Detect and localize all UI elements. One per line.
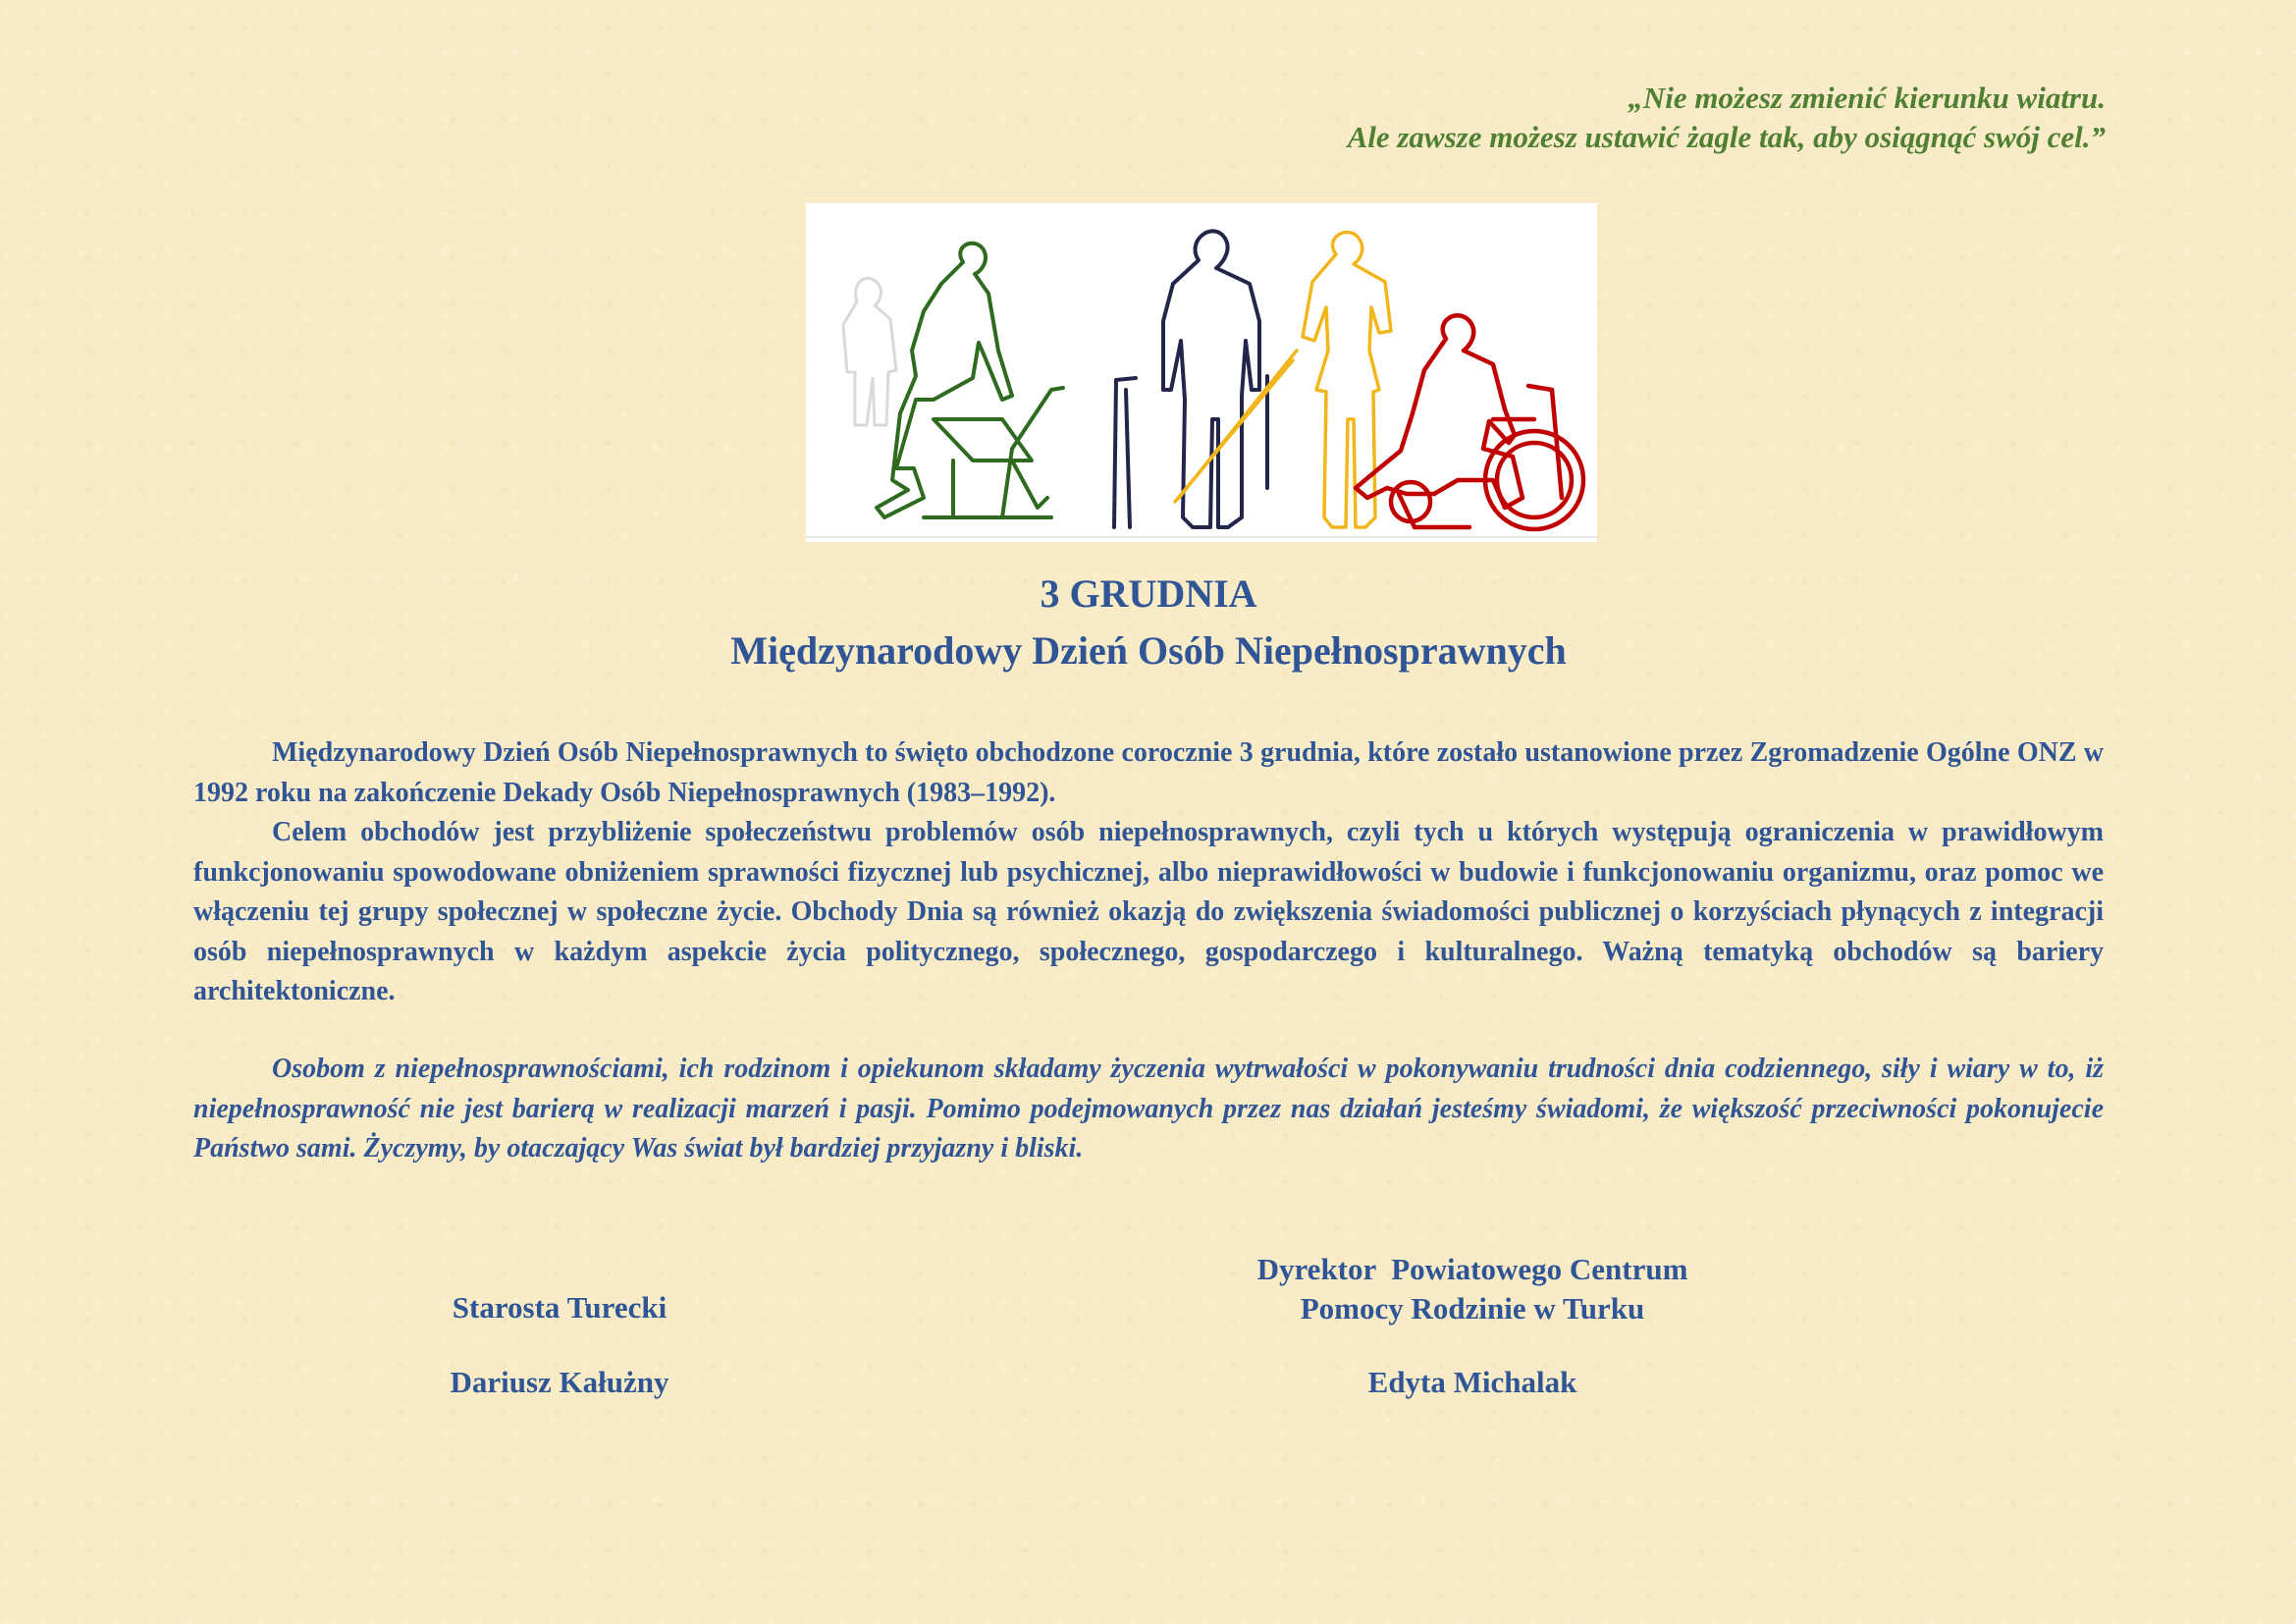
body-paragraphs [193, 733, 2104, 1012]
heading-title: Międzynarodowy Dzień Osób Niepełnosprawnych [730, 628, 1567, 673]
motto-line-2: Ale zawsze możesz ustawić żagle tak, aby osiągnąć swój cel.” [1347, 120, 2106, 154]
signature-right-title-line-1: Dyrektor Powiatowego Centrum [1256, 1252, 1688, 1286]
signature-right-title-line-2: Pomocy Rodzinie w Turku [1300, 1291, 1645, 1326]
paragraph-wishes: Osobom z niepełnosprawnościami, ich rodzinom i opiekunom składamy życzenia wytrwałości w pokonywaniu trudności dnia codziennego, siły i wiary w to, iż niepełnosprawność nie jest barierą w realizacji marzeń i pasji. Pomimo podejmowanych przez nas działań jesteśmy świadomi, że większość przeciwności pokonujecie Państwo sami. Życzymy, by otaczający Was świat był bardziej przyjazny i bliski. [193, 1054, 2104, 1164]
signature-right-name: Edyta Michalak [1367, 1365, 1577, 1399]
people-with-disabilities-silhouettes-icon [806, 203, 1597, 542]
heading-date: 3 GRUDNIA [1040, 571, 1257, 616]
signature-left-title: Starosta Turecki [452, 1290, 667, 1325]
red-wheelchair-figure-icon [1356, 315, 1583, 529]
grey-figure-icon [843, 278, 896, 425]
signature-left-name: Dariusz Kałużny [450, 1365, 669, 1399]
paragraph-purpose: Celem obchodów jest przybliżenie społeczeństwu problemów osób niepełnosprawnych, czyli tych u których występują ograniczenia w prawidłowym funkcjonowaniu spowodowane obniżeniem sprawności fizycznej lub psychicznej, albo nieprawidłowości w budowie i funkcjonowaniu organizmu, oraz pomoc we włączeniu tej grupy społecznej w społeczne życie. Obchody Dnia są również okazją do zwiększenia świadomości publicznej o korzyściach płynących z integracji osób niepełnosprawnych w każdym aspekcie życia politycznego, społecznego, gospodarczego i kulturalnego. Ważną tematyką obchodów są bariery architektoniczne. [193, 817, 2104, 1006]
wishes-block [193, 1050, 2104, 1169]
paragraph-intro: Międzynarodowy Dzień Osób Niepełnosprawnych to święto obchodzone corocznie 3 grudnia, które zostało ustanowione przez Zgromadzenie Ogólne ONZ w 1992 roku na zakończenie Dekady Osób Niepełnosprawnych (1983–1992). [193, 737, 2104, 808]
motto-quote [928, 79, 2106, 157]
motto-line-1: „Nie możesz zmienić kierunku wiatru. [1628, 81, 2106, 115]
green-seated-figure-icon [877, 244, 1063, 517]
